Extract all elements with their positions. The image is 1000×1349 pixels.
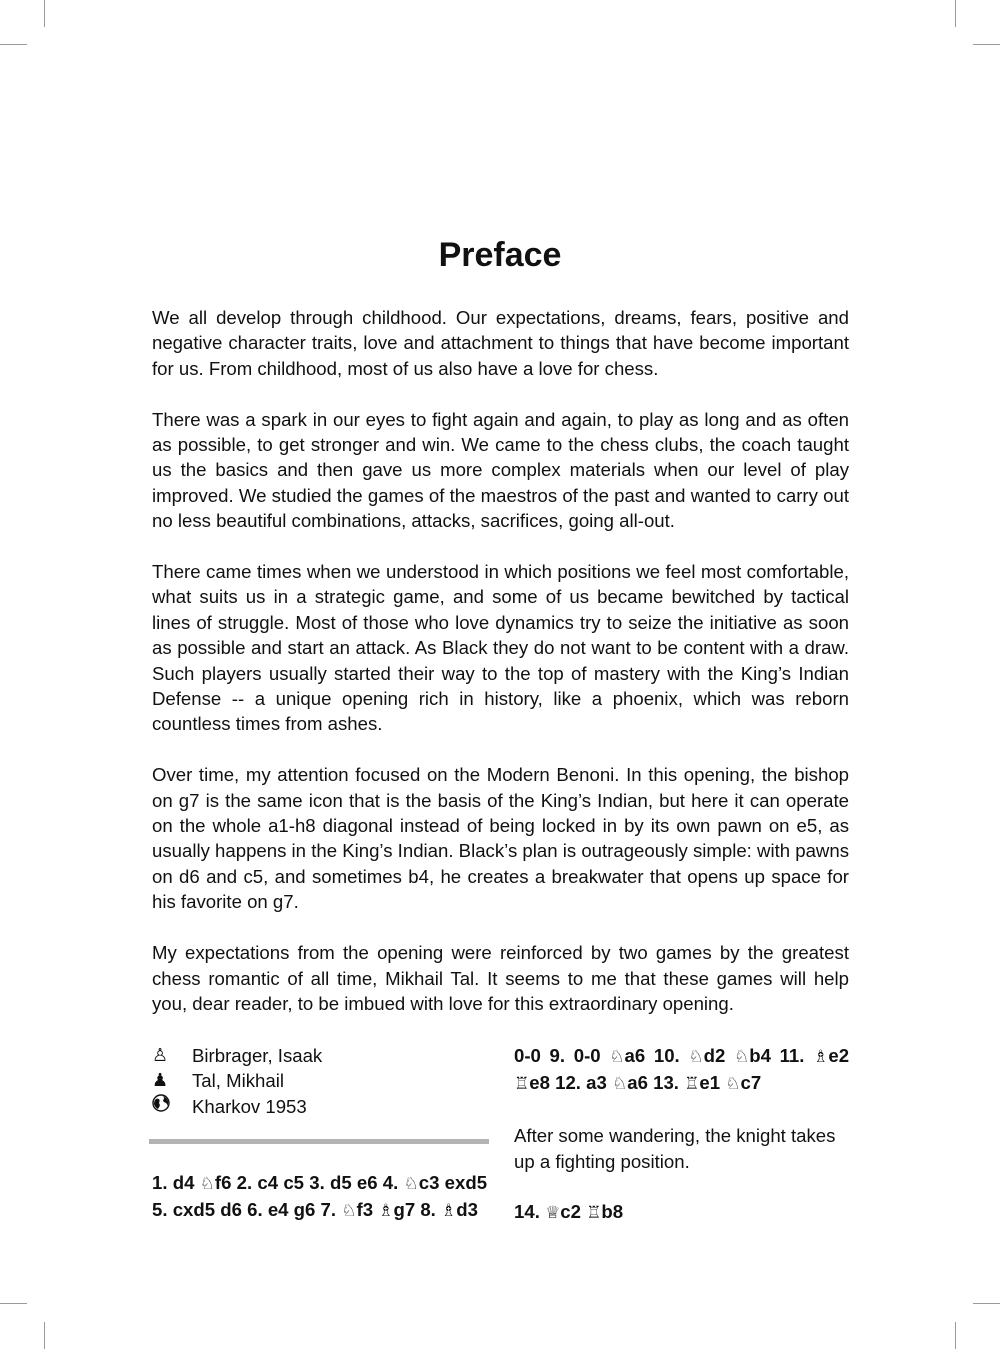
chess-piece-icon: ♘	[403, 1174, 419, 1194]
white-player-row	[152, 1043, 492, 1068]
preface-body	[152, 305, 849, 1042]
crop-mark	[973, 1303, 1000, 1304]
chess-piece-icon: ♖	[514, 1074, 530, 1095]
game-moves: 14. ♕c2 ♖b8	[514, 1201, 624, 1224]
paragraph: We all develop through childhood. Our expectations, dreams, fears, positive and negative character traits, love and attachment to things that have become important for us. From childhood, most of us also have a love for chess.	[152, 307, 849, 379]
crop-mark	[955, 1322, 956, 1349]
chess-piece-icon: ♗	[378, 1201, 394, 1222]
chess-piece-icon: ♖	[684, 1074, 700, 1095]
crop-mark	[955, 0, 956, 27]
crop-mark	[0, 1303, 27, 1304]
paragraph: There was a spark in our eyes to fight again and again, to play as long and as often as possible, to get stronger and win. We came to the chess clubs, the coach taught us the basics and then gave us more complex materials when our level of play improved. We studied the games of the maestros of the past and wanted to carry out no less beautiful combinations, attacks, sacrifices, going all-out.	[152, 408, 849, 532]
paragraph: Over time, my attention focused on the Modern Benoni. In this opening, the bishop on g7 is the same icon that is the basis of the King’s Indian, but here it can operate on the whole a1-h8 diagonal instead of being locked in by its own pawn on e5, as usually happens in the King’s Indian. Black’s plan is outrageously simple: with pawns on d6 and c5, and sometimes b4, he creates a breakwater that opens up space for his favorite on g7.	[152, 764, 849, 913]
black-player-row	[152, 1068, 492, 1093]
crop-mark	[44, 0, 45, 27]
game-header	[152, 1043, 492, 1119]
chess-piece-icon: ♘	[612, 1074, 628, 1095]
chess-piece-icon: ♕	[545, 1203, 561, 1224]
game-moves: 1. d4 ♘f6 2. c4 c5 3. d5 e6 4. ♘c3 exd5 5. cxd5 d6 6. e4 g6 7. ♘f3 ♗g7 8. ♗d3	[152, 1172, 488, 1222]
game-moves: 0-0 9. 0-0 ♘a6 10. ♘d2 ♘b4 11. ♗e2 ♖e8 12. a3 ♘a6 13. ♖e1 ♘c7	[514, 1045, 850, 1095]
event-row	[152, 1094, 492, 1119]
white-pawn-icon: ♙	[152, 1045, 169, 1066]
chess-piece-icon: ♘	[733, 1047, 750, 1067]
white-player-name: Birbrager, Isaak	[192, 1045, 323, 1066]
globe-icon-svg	[152, 1094, 170, 1112]
chess-piece-icon: ♘	[199, 1174, 215, 1194]
game-header-divider	[149, 1139, 489, 1144]
black-player-name: Tal, Mikhail	[192, 1070, 284, 1092]
chess-piece-icon: ♘	[609, 1047, 625, 1067]
globe-icon	[152, 1094, 192, 1119]
event-name: Kharkov 1953	[192, 1095, 307, 1117]
chess-piece-icon: ♘	[688, 1047, 704, 1067]
right-column	[514, 1043, 849, 1252]
page-title: Preface	[438, 235, 562, 274]
crop-mark	[0, 44, 27, 45]
paragraph: There came times when we understood in which positions we feel most comfortable, what suits us in a strategic game, and some of us became bewitched by tactical lines of struggle. Most of those who love dynamics try to seize the initiative as soon as possible and start an attack. As Black they do not want to be content with a draw. Such players usually started their way to the top of mastery with the King’s Indian Defense -- a unique opening rich in history, like a phoenix, which was reborn countless times from ashes.	[152, 561, 849, 735]
chess-piece-icon: ♘	[341, 1201, 357, 1222]
annotation-comment: After some wandering, the knight takes up a fighting position.	[514, 1125, 836, 1172]
chess-piece-icon: ♖	[586, 1203, 602, 1224]
chess-piece-icon: ♗	[813, 1047, 829, 1067]
chess-piece-icon: ♗	[441, 1201, 457, 1222]
crop-mark	[973, 44, 1000, 45]
chess-piece-icon: ♘	[725, 1074, 741, 1095]
paragraph: My expectations from the opening were reinforced by two games by the greatest chess romantic of all time, Mikhail Tal. It seems to me that these games will help you, dear reader, to be imbued with love for this extraordinary opening.	[152, 942, 849, 1014]
black-pawn-icon: ♟	[152, 1070, 169, 1092]
crop-mark	[44, 1322, 45, 1349]
